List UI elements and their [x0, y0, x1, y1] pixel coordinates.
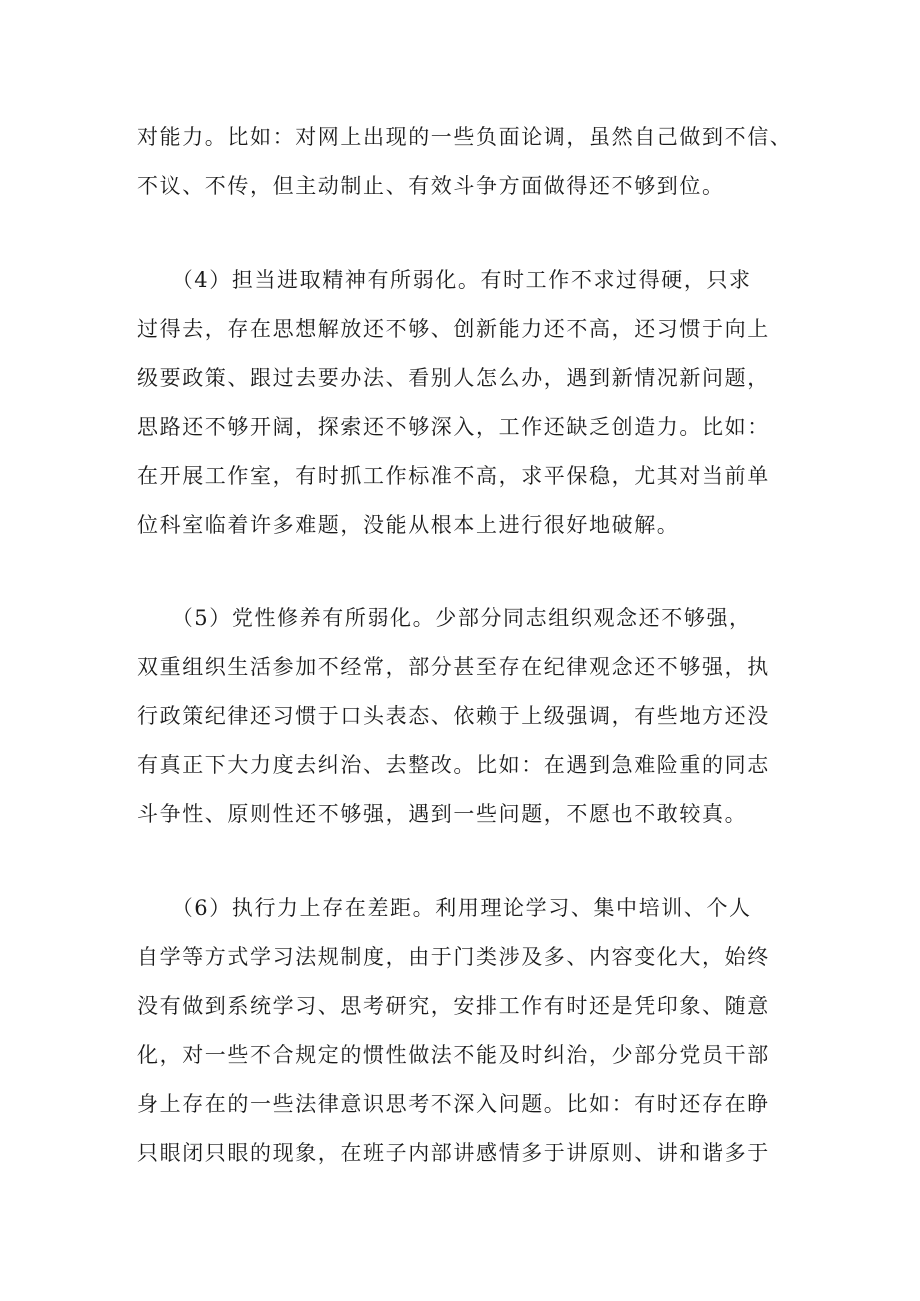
text-line: 位科室临着许多难题，没能从根本上进行很好地破解。	[137, 513, 680, 537]
text-line: （5）党性修养有所弱化。少部分同志组织观念还不够强，	[137, 606, 752, 630]
text-line: 对能力。比如：对网上出现的一些负面论调，虽然自己做到不信、	[137, 125, 793, 149]
text-line: （4）担当进取精神有所弱化。有时工作不求过得硬，只求	[137, 268, 752, 292]
text-line: 行政策纪律还习惯于口头表态、依赖于上级强调，有些地方还没	[137, 704, 770, 728]
text-line: 有真正下大力度去纠治、去整改。比如：在遇到急难险重的同志	[137, 753, 770, 777]
paragraph-continuation	[137, 113, 797, 211]
text-line: （6）执行力上存在差距。利用理论学习、集中培训、个人	[137, 896, 752, 920]
text-line: 自学等方式学习法规制度，由于门类涉及多、内容变化大，始终	[137, 945, 770, 969]
text-line: 双重组织生活参加不经常，部分甚至存在纪律观念还不够强，执	[137, 655, 770, 679]
text-line: 身上存在的一些法律意识思考不深入问题。比如：有时还存在睁	[137, 1092, 770, 1116]
text-line: 过得去，存在思想解放还不够、创新能力还不高，还习惯于向上	[137, 317, 770, 341]
text-line: 只眼闭只眼的现象，在班子内部讲感情多于讲原则、讲和谐多于	[137, 1141, 770, 1165]
paragraph-item-5	[137, 594, 797, 839]
text-line: 不议、不传，但主动制止、有效斗争方面做得还不够到位。	[137, 174, 725, 198]
paragraph-item-4	[137, 256, 797, 550]
text-line: 化，对一些不合规定的惯性做法不能及时纠治，少部分党员干部	[137, 1043, 770, 1067]
text-line: 斗争性、原则性还不够强，遇到一些问题，不愿也不敢较真。	[137, 802, 748, 826]
paragraph-item-6	[137, 884, 797, 1178]
text-line: 没有做到系统学习、思考研究，安排工作有时还是凭印象、随意	[137, 994, 770, 1018]
text-line: 级要政策、跟过去要办法、看别人怎么办，遇到新情况新问题，	[137, 366, 770, 390]
text-line: 思路还不够开阔，探索还不够深入，工作还缺乏创造力。比如：	[137, 415, 770, 439]
text-line: 在开展工作室，有时抓工作标准不高，求平保稳，尤其对当前单	[137, 464, 770, 488]
